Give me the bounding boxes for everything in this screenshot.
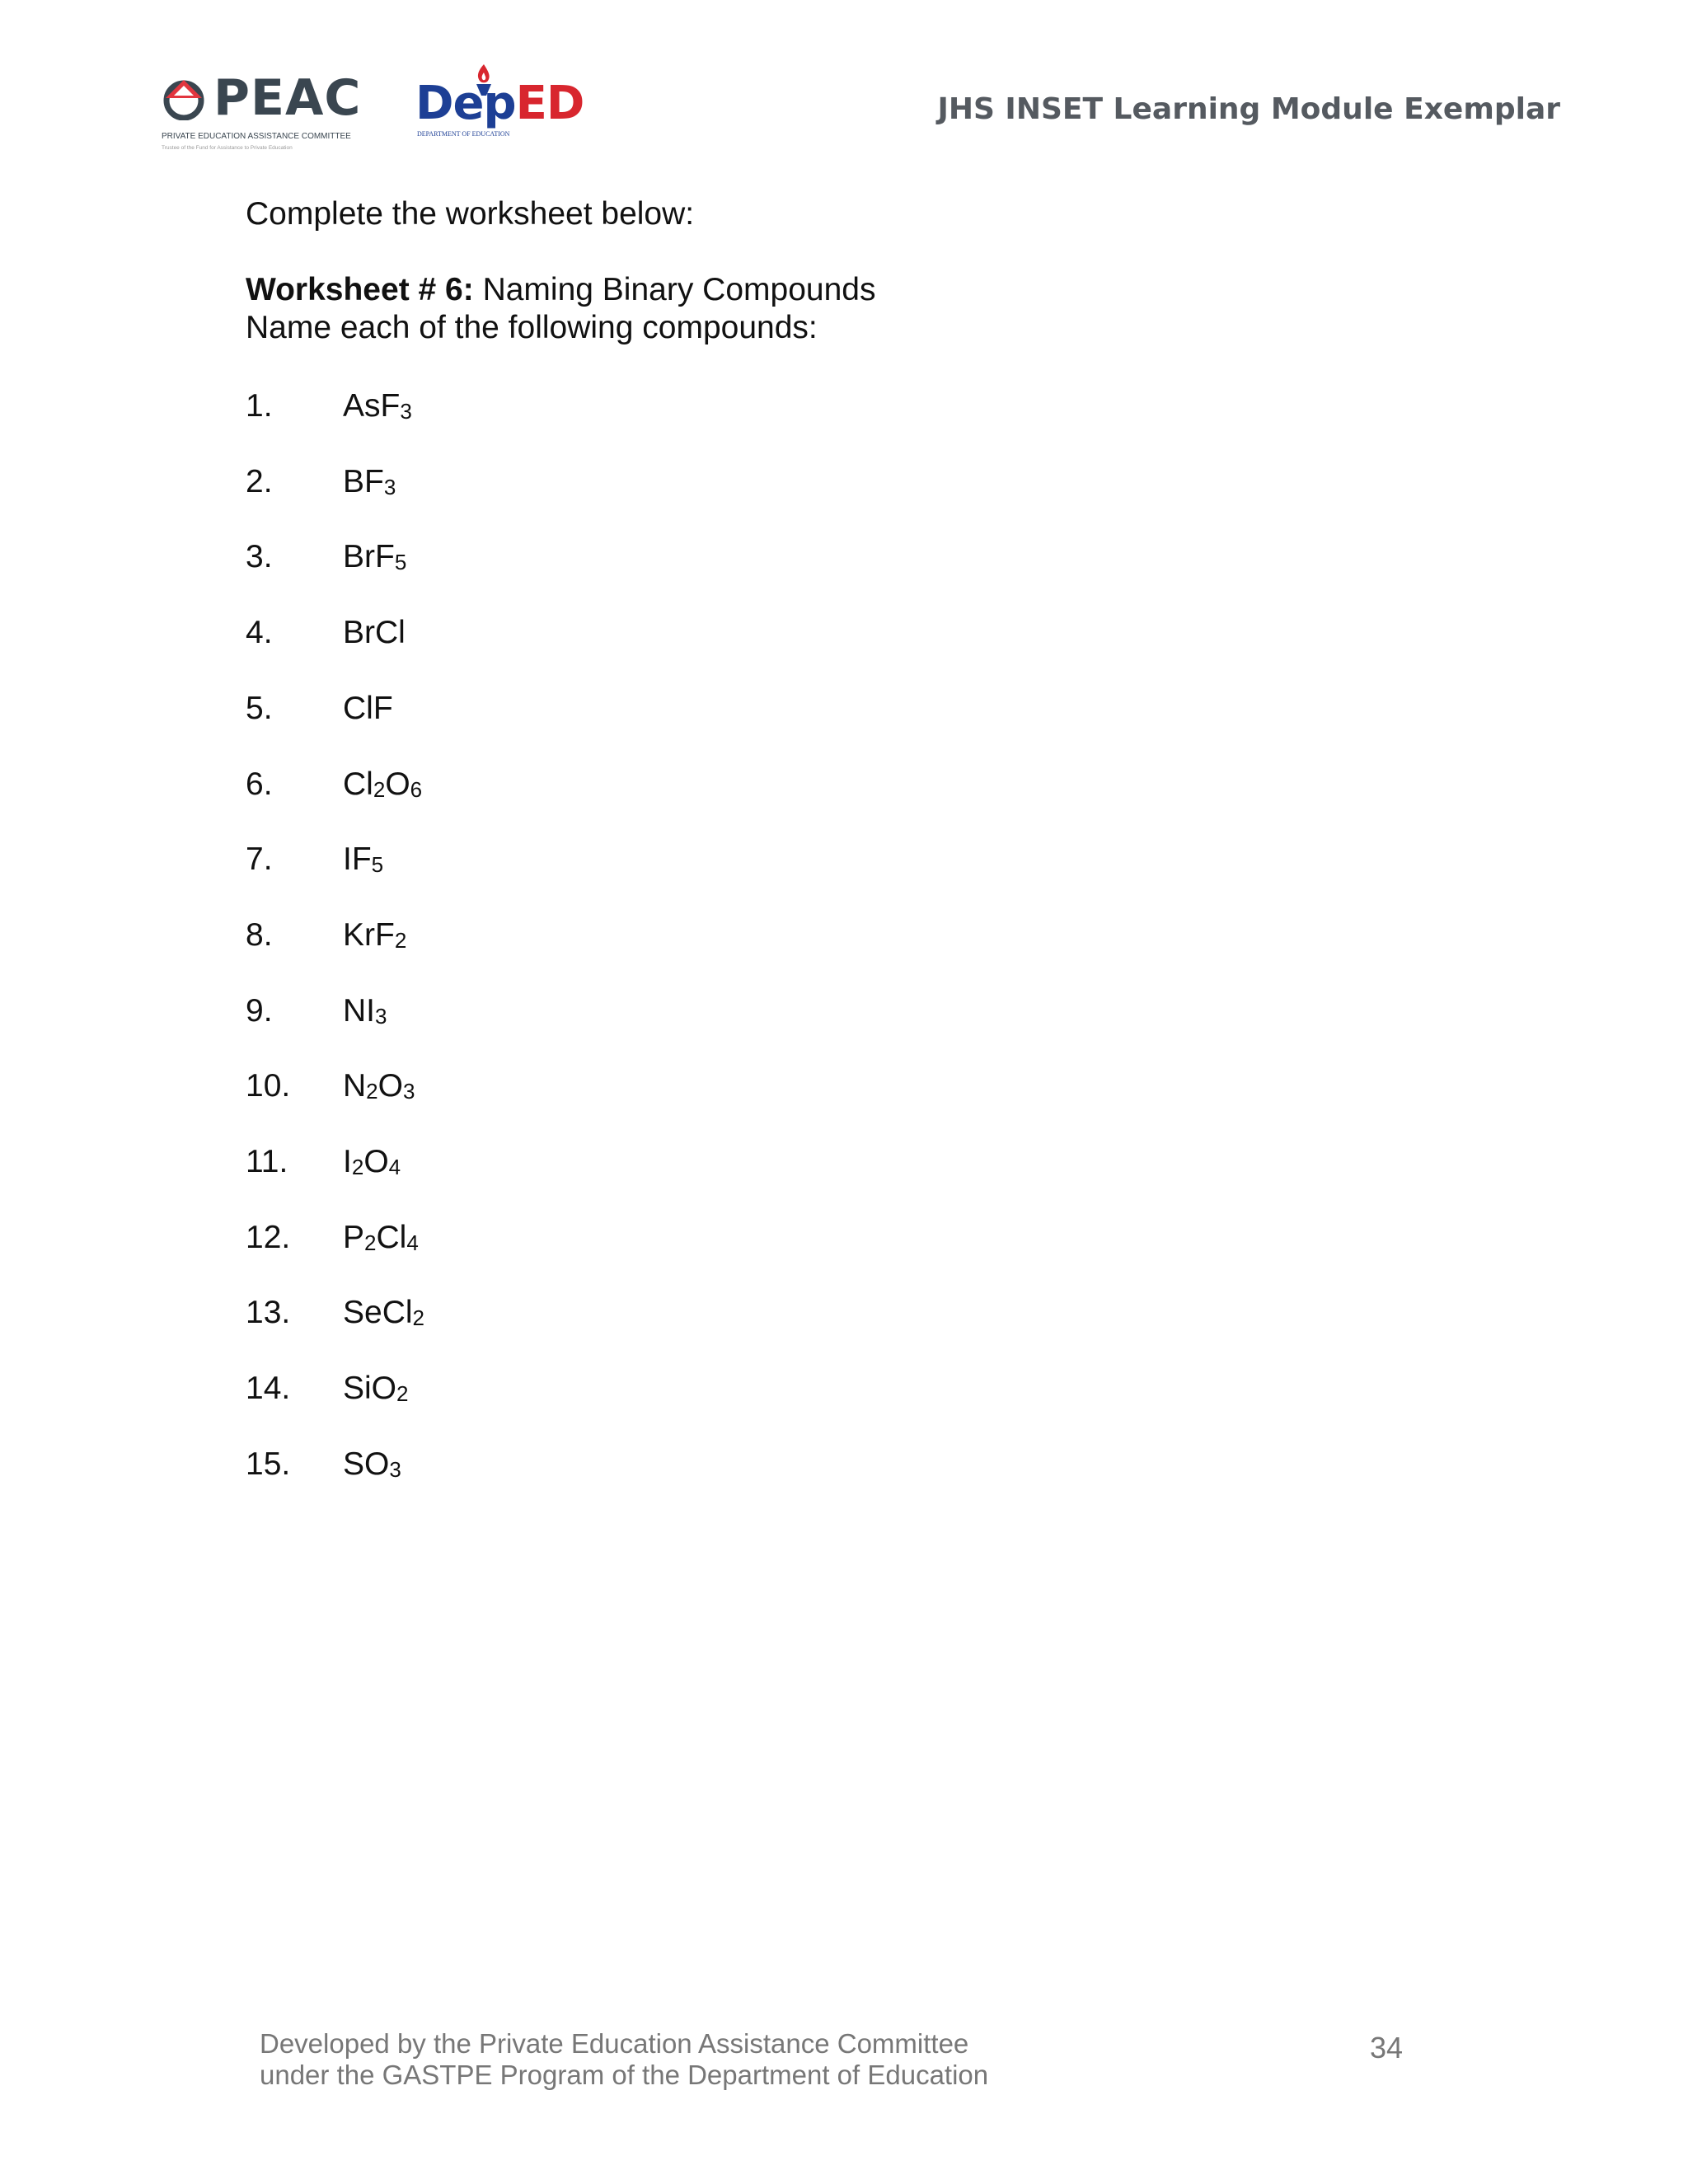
compound-formula: [343, 1444, 401, 1485]
formula-subscript: 3: [375, 1004, 387, 1029]
formula-subscript: 3: [389, 1457, 401, 1482]
worksheet-label: Worksheet # 6:: [246, 272, 474, 307]
formula-symbol: O: [363, 1144, 389, 1179]
formula-symbol: P: [343, 1220, 365, 1255]
page-number: 34: [1370, 2031, 1404, 2064]
formula-symbol: O: [377, 1068, 403, 1104]
compound-formula: [343, 1066, 415, 1107]
item-number: 1.: [246, 388, 273, 424]
formula-subscript: 4: [388, 1155, 401, 1179]
item-number: 7.: [246, 841, 273, 877]
formula-symbol: BrF: [343, 539, 395, 574]
compound-formula: [343, 386, 412, 427]
peac-tagline: Trustee of the Fund for Assistance to Private Education: [162, 145, 293, 151]
deped-logo: [415, 63, 584, 145]
formula-symbol: IF: [343, 841, 372, 877]
intro-text: Complete the worksheet below:: [246, 196, 695, 232]
worksheet-heading: [246, 270, 875, 310]
formula-symbol: N: [343, 1068, 367, 1104]
item-number: 14.: [246, 1371, 291, 1406]
item-number: 2.: [246, 464, 273, 499]
compound-formula: [343, 688, 393, 729]
formula-subscript: 3: [400, 399, 412, 424]
formula-symbol: SeCl: [343, 1295, 413, 1330]
formula-subscript: 3: [383, 475, 396, 499]
formula-subscript: 2: [351, 1155, 364, 1179]
formula-symbol: NI: [343, 993, 375, 1029]
formula-symbol: BrCl: [343, 615, 406, 650]
item-number: 12.: [246, 1220, 291, 1255]
formula-subscript: 2: [366, 1079, 378, 1104]
formula-symbol: SO: [343, 1446, 390, 1482]
compound-formula: [343, 1368, 408, 1409]
item-number: 13.: [246, 1295, 291, 1330]
formula-symbol: O: [385, 766, 410, 802]
formula-subscript: 2: [364, 1230, 377, 1255]
formula-subscript: 2: [412, 1305, 425, 1330]
compound-formula: [343, 991, 387, 1032]
formula-symbol: ClF: [343, 691, 393, 726]
item-number: 15.: [246, 1446, 291, 1482]
footer-line-1: Developed by the Private Education Assistance Committee: [260, 2028, 969, 2059]
formula-symbol: I: [343, 1144, 352, 1179]
compound-formula: [343, 839, 383, 880]
formula-symbol: Cl: [376, 1220, 407, 1255]
footer-line-2: under the GASTPE Program of the Department of Education: [260, 2060, 989, 2090]
worksheet-title: Naming Binary Compounds: [482, 272, 876, 307]
footer-credit: [260, 2028, 988, 2091]
formula-subscript: 6: [410, 777, 423, 802]
item-number: 11.: [246, 1144, 288, 1179]
compound-formula: [343, 612, 406, 654]
peac-logo: [159, 64, 390, 157]
item-number: 6.: [246, 766, 273, 802]
formula-subscript: 5: [371, 852, 384, 877]
module-title: JHS INSET Learning Module Exemplar: [937, 92, 1560, 126]
formula-subscript: 2: [373, 777, 386, 802]
compound-formula: [343, 1292, 424, 1333]
deped-subtitle: DEPARTMENT OF EDUCATION: [417, 130, 510, 138]
peac-wordmark: PEAC: [213, 69, 362, 127]
formula-subscript: 5: [394, 550, 407, 574]
peac-house-icon: [162, 77, 205, 120]
peac-subtitle: PRIVATE EDUCATION ASSISTANCE COMMITTEE: [162, 132, 351, 141]
formula-subscript: 2: [396, 1381, 409, 1406]
formula-subscript: 4: [406, 1230, 419, 1255]
compound-formula: [343, 537, 406, 578]
item-number: 9.: [246, 993, 273, 1029]
compound-formula: [343, 462, 396, 503]
formula-symbol: BF: [343, 464, 384, 499]
formula-subscript: 3: [402, 1079, 415, 1104]
item-number: 8.: [246, 917, 273, 953]
formula-subscript: 2: [394, 928, 407, 953]
item-number: 5.: [246, 691, 273, 726]
deped-wordmark: [415, 79, 584, 129]
formula-symbol: KrF: [343, 917, 395, 953]
compound-formula: [343, 1141, 401, 1183]
formula-symbol: Cl: [343, 766, 373, 802]
compound-formula: [343, 1217, 419, 1258]
deped-wordmark-right: ED: [515, 77, 584, 130]
item-number: 4.: [246, 615, 273, 650]
compound-formula: [343, 764, 422, 805]
item-number: 10.: [246, 1068, 291, 1104]
formula-symbol: SiO: [343, 1371, 397, 1406]
item-number: 3.: [246, 539, 273, 574]
formula-symbol: AsF: [343, 388, 401, 424]
worksheet-instruction: Name each of the following compounds:: [246, 310, 818, 345]
deped-wordmark-left: Dep: [415, 77, 516, 130]
compound-formula: [343, 915, 406, 956]
